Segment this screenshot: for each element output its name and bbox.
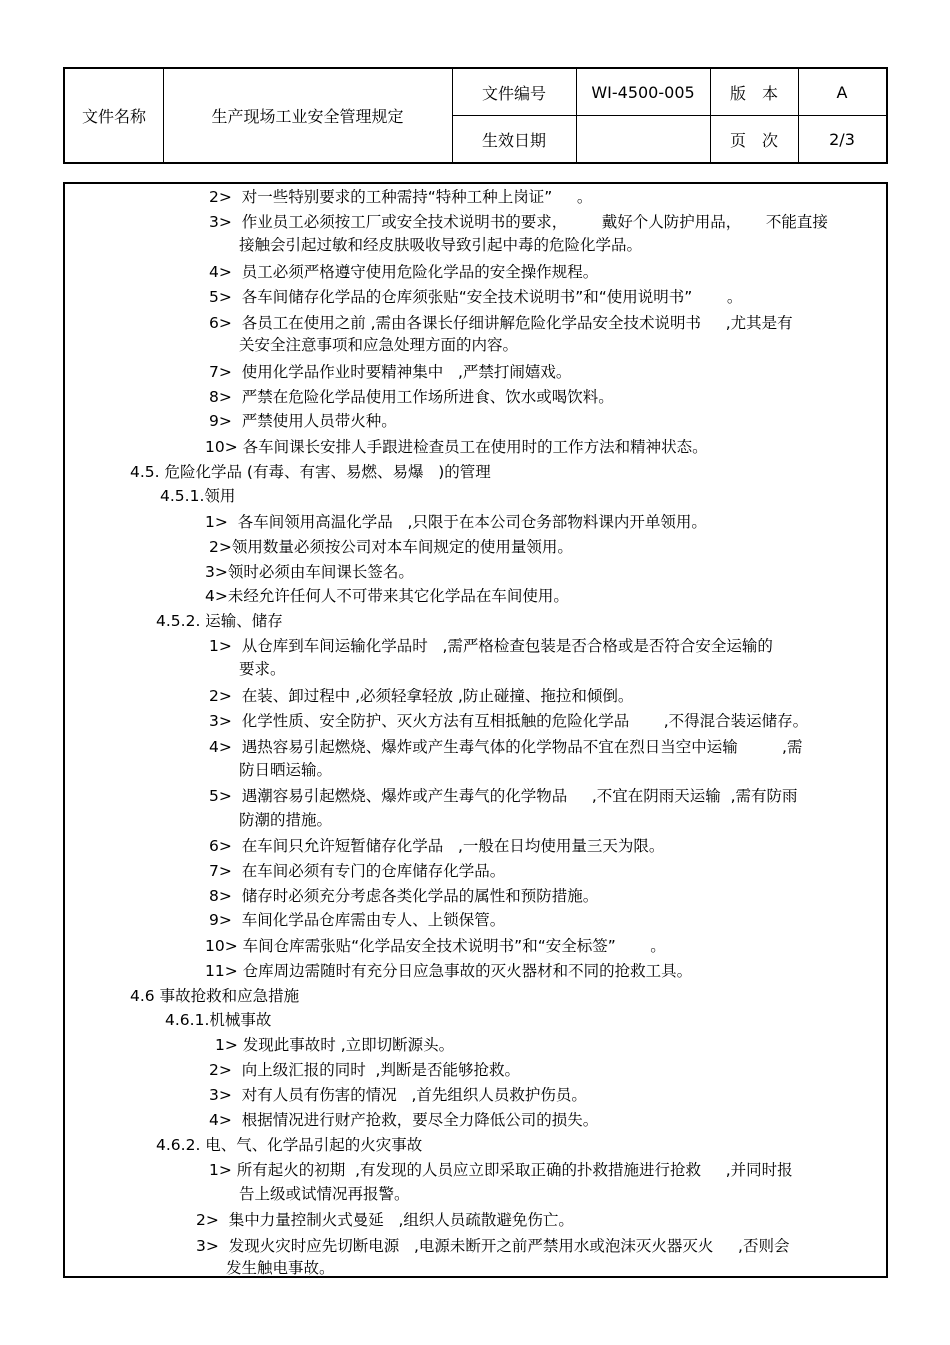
text-line: 9> 车间化学品仓库需由专人、上锁保管。 <box>209 911 506 929</box>
text-line: 8> 储存时必须充分考虑各类化学品的属性和预防措施。 <box>209 887 599 905</box>
document-header-table <box>63 67 888 164</box>
text-line: 10> 各车间课长安排人手跟进检查员工在使用时的工作方法和精神状态。 <box>205 438 708 456</box>
text-line: 1> 发现此事故时 ,立即切断源头。 <box>215 1036 455 1054</box>
text-line: 告上级或试情况再报警。 <box>239 1185 410 1203</box>
subsection-heading: 4.6.2. 电、气、化学品引起的火灾事故 <box>156 1136 423 1154</box>
text-line: 4>未经允许任何人不可带来其它化学品在车间使用。 <box>205 587 569 605</box>
text-line: 2> 集中力量控制火式曼延 ,组织人员疏散避免伤亡。 <box>196 1211 574 1229</box>
text-line: 10> 车间仓库需张贴“化学品安全技术说明书”和“安全标签” 。 <box>205 937 666 955</box>
text-line: 8> 严禁在危险化学品使用工作场所进食、饮水或喝饮料。 <box>209 388 614 406</box>
subsection-heading: 4.5.1.领用 <box>160 487 236 505</box>
doc-no: WI-4500-005 <box>591 82 695 102</box>
text-line: 要求。 <box>239 660 286 678</box>
text-line: 2>领用数量必须按公司对本车间规定的使用量领用。 <box>209 538 573 556</box>
section-heading: 4.6 事故抢救和应急措施 <box>130 987 300 1005</box>
text-line: 5> 各车间储存化学品的仓库须张贴“安全技术说明书”和“使用说明书” 。 <box>209 288 743 306</box>
text-line: 3> 对有人员有伤害的情况 ,首先组织人员救护伤员。 <box>209 1086 587 1104</box>
text-line: 6> 在车间只允许短暂储存化学品 ,一般在日均使用量三天为限。 <box>209 837 665 855</box>
document-body <box>63 182 888 1278</box>
text-line: 防潮的措施。 <box>239 811 333 829</box>
text-line: 2> 对一些特别要求的工种需持“特种工种上岗证” 。 <box>209 188 593 206</box>
text-line: 3> 发现火灾时应先切断电源 ,电源未断开之前严禁用水或泡沫灭火器灭火 ,否则会 <box>196 1237 790 1255</box>
version-label: 版 本 <box>729 83 778 103</box>
text-line: 3> 作业员工必须按工厂或安全技术说明书的要求， 戴好个人防护用品， 不能直接 <box>209 213 828 231</box>
effective-date <box>576 116 710 162</box>
page-number: 2/3 <box>829 129 855 149</box>
text-line: 2> 在装、卸过程中 ,必须轻拿轻放 ,防止碰撞、拖拉和倾倒。 <box>209 687 634 705</box>
doc-no-label: 文件编号 <box>481 83 546 103</box>
text-line: 7> 使用化学品作业时要精神集中 ,严禁打闹嬉戏。 <box>209 363 572 381</box>
effective-date-label: 生效日期 <box>481 130 546 150</box>
text-line: 4> 遇热容易引起燃烧、爆炸或产生毒气体的化学物品不宜在烈日当空中运输 ,需 <box>209 738 803 756</box>
text-line: 3> 化学性质、安全防护、灭火方法有互相抵触的危险化学品 ,不得混合装运储存。 <box>209 712 809 730</box>
text-line: 11> 仓库周边需随时有充分日应急事故的灭火器材和不同的抢救工具。 <box>205 962 693 980</box>
doc-name-label: 文件名称 <box>81 107 146 126</box>
text-line: 6> 各员工在使用之前 ,需由各课长仔细讲解危险化学品安全技术说明书 ,尤其是有 <box>209 314 793 332</box>
text-line: 1> 各车间领用高温化学品 ,只限于在本公司仓务部物料课内开单领用。 <box>205 513 707 531</box>
version-value: A <box>836 82 848 102</box>
text-line: 4> 根据情况进行财产抢救，要尽全力降低公司的损失。 <box>209 1111 599 1129</box>
text-line: 7> 在车间必须有专门的仓库储存化学品。 <box>209 862 506 880</box>
text-line: 关安全注意事项和应急处理方面的内容。 <box>239 336 519 354</box>
text-line: 发生触电事故。 <box>226 1259 335 1277</box>
text-line: 5> 遇潮容易引起燃烧、爆炸或产生毒气的化学物品 ,不宜在阴雨天运输 ,需有防雨 <box>209 787 798 805</box>
text-line: 3>领时必须由车间课长签名。 <box>205 563 414 581</box>
text-line: 1> 所有起火的初期 ,有发现的人员应立即采取正确的扑救措施进行抢救 ,并同时报 <box>209 1161 793 1179</box>
page-label: 页 次 <box>729 130 778 150</box>
text-line: 9> 严禁使用人员带火种。 <box>209 412 397 430</box>
doc-name: 生产现场工业安全管理规定 <box>211 107 404 126</box>
text-line: 2> 向上级汇报的同时 ,判断是否能够抢救。 <box>209 1061 520 1079</box>
subsection-heading: 4.6.1.机械事故 <box>165 1011 272 1029</box>
text-line: 接触会引起过敏和经皮肤吸收导致引起中毒的危险化学品。 <box>239 236 643 254</box>
text-line: 防日晒运输。 <box>239 761 333 779</box>
section-heading: 4.5. 危险化学品 (有毒、有害、易燃、易爆 )的管理 <box>130 463 491 481</box>
text-line: 4> 员工必须严格遵守使用危险化学品的安全操作规程。 <box>209 263 599 281</box>
text-line: 1> 从仓库到车间运输化学品时 ,需严格检查包装是否合格或是否符合安全运输的 <box>209 637 773 655</box>
subsection-heading: 4.5.2. 运输、储存 <box>156 612 283 630</box>
